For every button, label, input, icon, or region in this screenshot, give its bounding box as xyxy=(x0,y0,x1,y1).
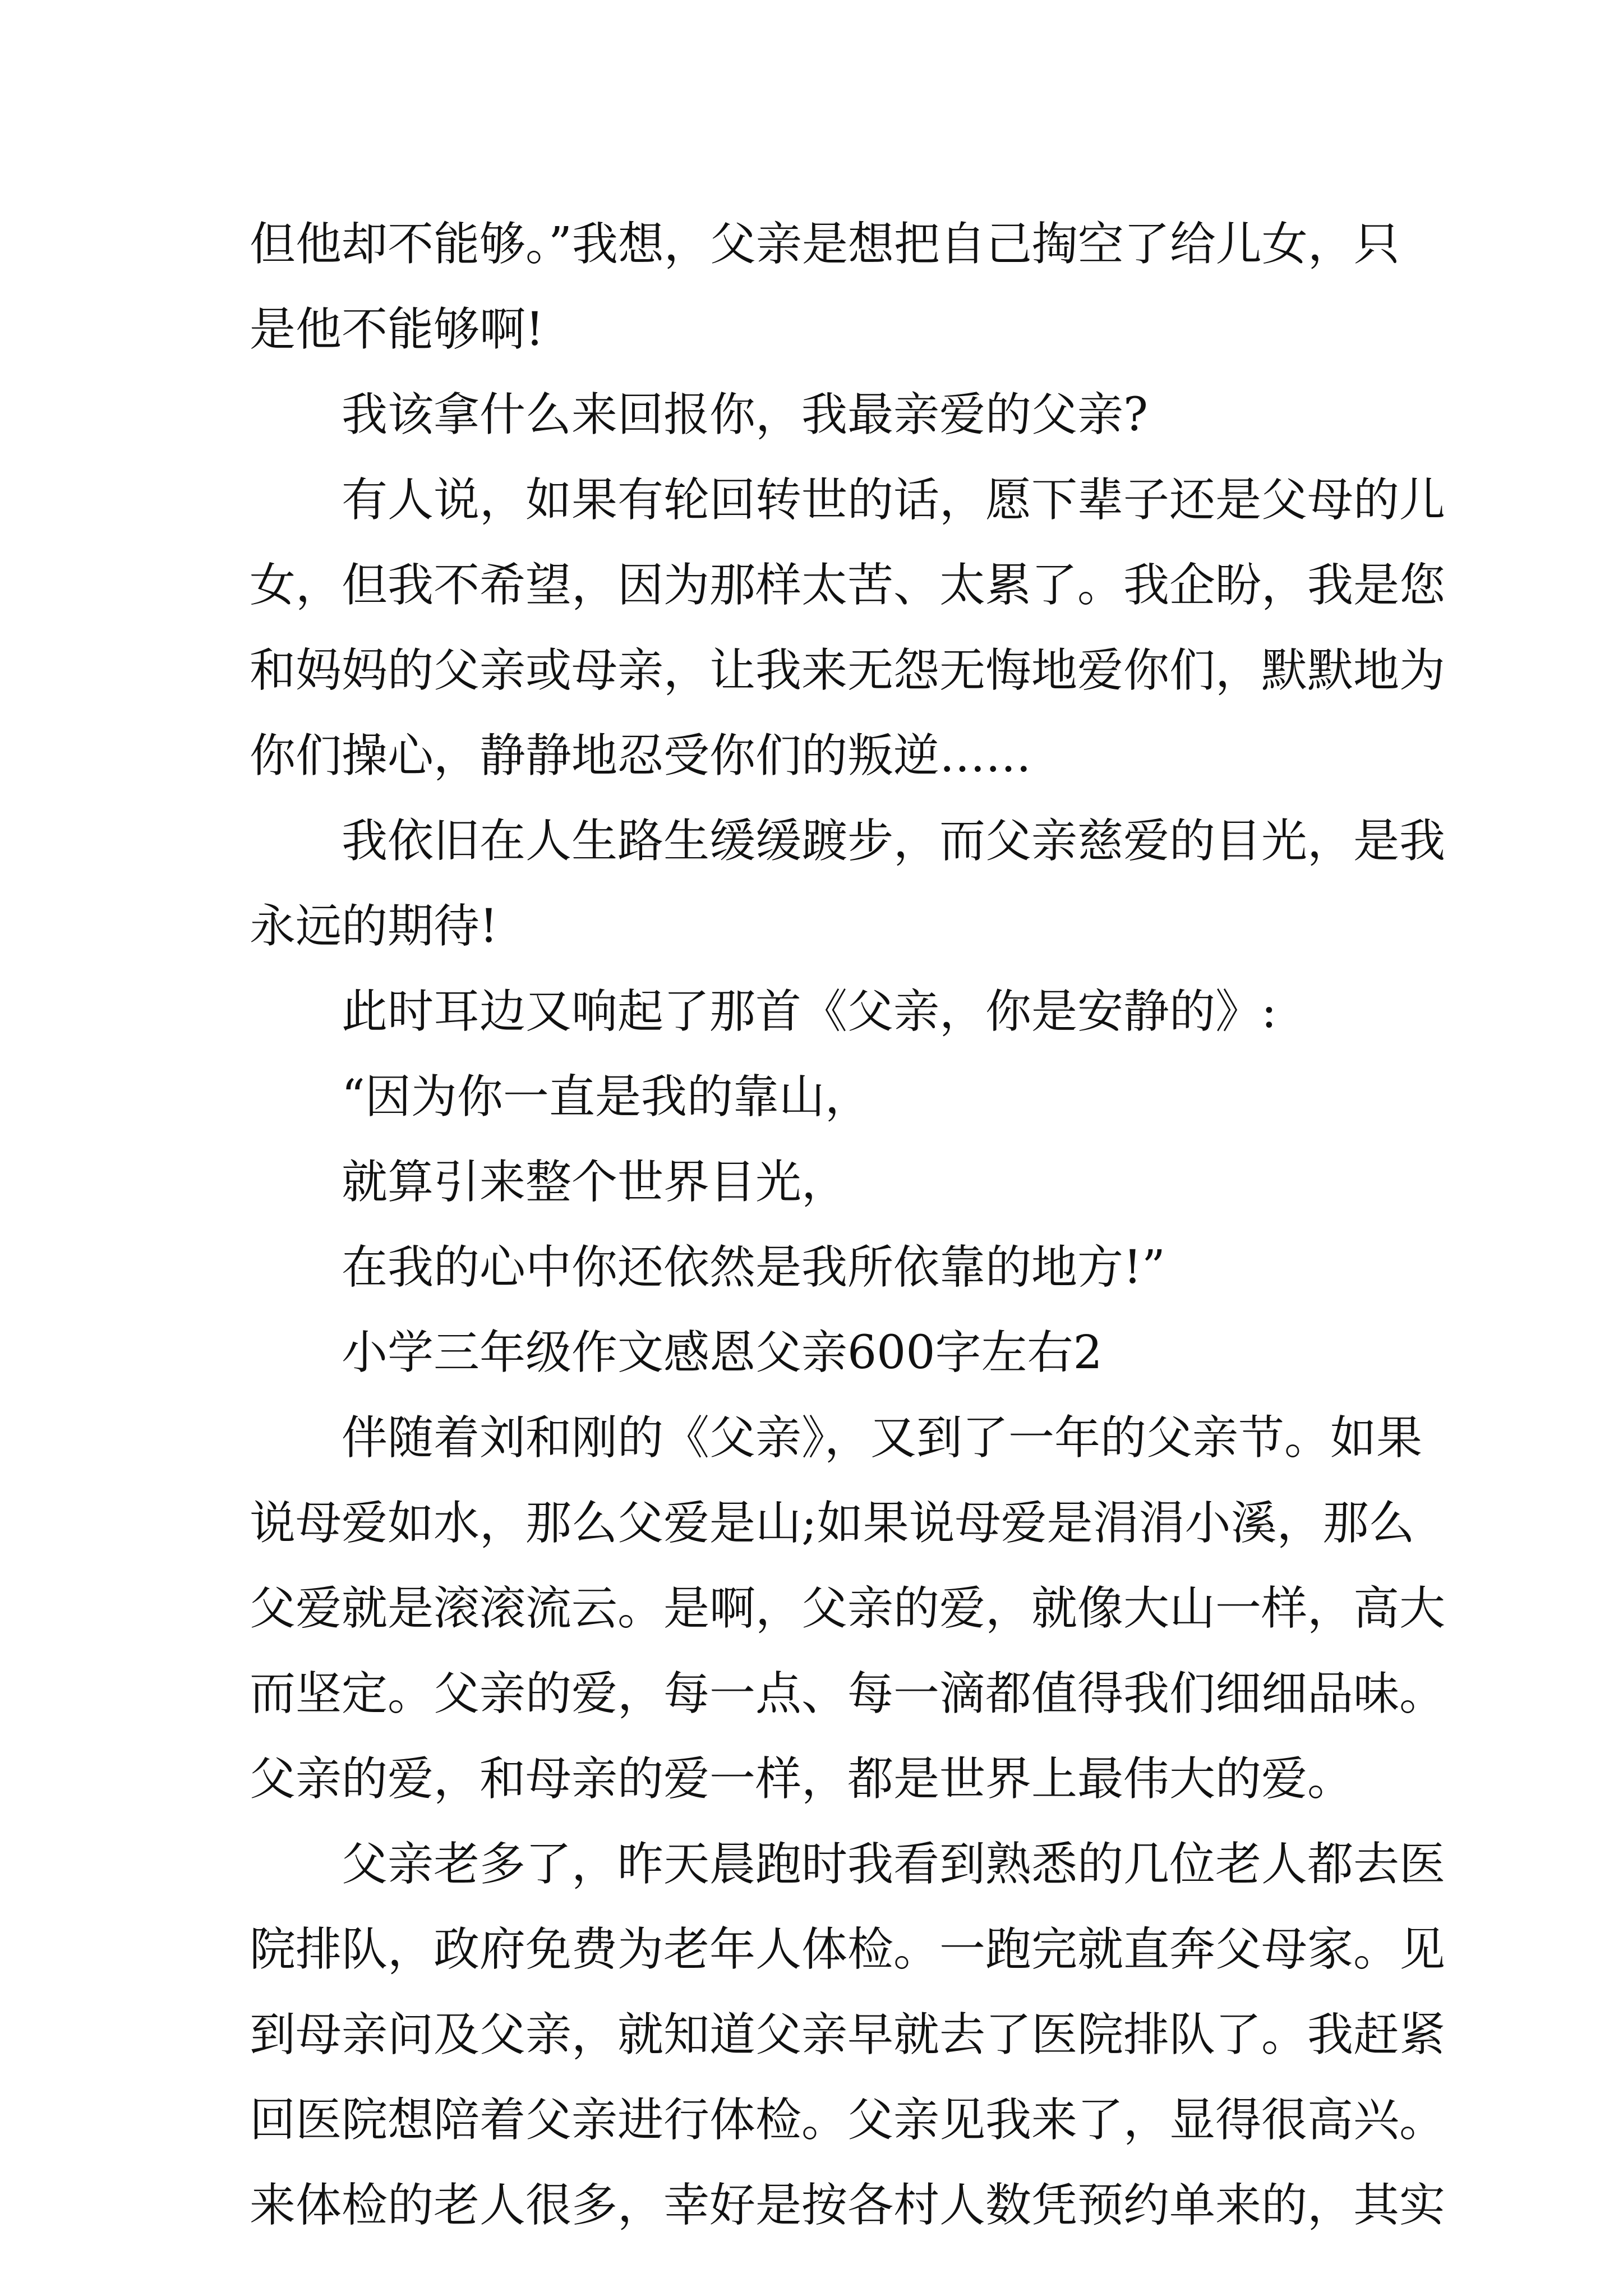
text-line: 我依旧在人生路生缓缓踱步，而父亲慈爱的目光，是我 xyxy=(342,815,1446,868)
text-line: 就算引来整个世界目光， xyxy=(342,1156,848,1209)
text-line: 我该拿什么来回报你，我最亲爱的父亲? xyxy=(342,388,1148,441)
text-line: 永远的期待! xyxy=(250,900,498,953)
text-line: 你们操心，静静地忍受你们的叛逆…… xyxy=(250,729,1032,783)
text-line: 回医院想陪着父亲进行体检。父亲见我来了，显得很高兴。 xyxy=(250,2093,1446,2147)
text-line: 在我的心中你还依然是我所依靠的地方!” xyxy=(342,1241,1165,1294)
text-line: 说母爱如水，那么父爱是山;如果说母爱是涓涓小溪，那么 xyxy=(250,1497,1415,1550)
text-line: 院排队，政府免费为老年人体检。一跑完就直奔父母家。见 xyxy=(250,1923,1446,1976)
text-line: 和妈妈的父亲或母亲，让我来无怨无悔地爱你们，默默地为 xyxy=(250,644,1446,697)
text-line: 但他却不能够。”我想，父亲是想把自己掏空了给儿女，只 xyxy=(250,218,1400,271)
text-line: 父爱就是滚滚流云。是啊，父亲的爱，就像大山一样，高大 xyxy=(250,1582,1446,1635)
text-line: 伴随着刘和刚的《父亲》，又到了一年的父亲节。如果 xyxy=(342,1411,1423,1465)
text-line: 此时耳边又响起了那首《父亲，你是安静的》: xyxy=(342,985,1277,1038)
text-line: 而坚定。父亲的爱，每一点、每一滴都值得我们细细品味。 xyxy=(250,1667,1446,1720)
text-line: 是他不能够啊! xyxy=(250,303,544,356)
text-line: 父亲老多了，昨天晨跑时我看到熟悉的几位老人都去医 xyxy=(342,1838,1446,1891)
section-heading: 小学三年级作文感恩父亲600字左右2 xyxy=(342,1326,1103,1379)
text-line: 有人说，如果有轮回转世的话，愿下辈子还是父母的儿 xyxy=(342,473,1446,527)
text-line: 父亲的爱，和母亲的爱一样，都是世界上最伟大的爱。 xyxy=(250,1752,1354,1806)
document-body xyxy=(250,202,1446,2248)
text-line: “因为你一直是我的靠山， xyxy=(342,1070,871,1124)
text-line: 到母亲问及父亲，就知道父亲早就去了医院排队了。我赶紧 xyxy=(250,2008,1446,2062)
text-line: 来体检的老人很多，幸好是按各村人数凭预约单来的，其实 xyxy=(250,2179,1446,2232)
text-line: 女，但我不希望，因为那样太苦、太累了。我企盼，我是您 xyxy=(250,559,1446,612)
